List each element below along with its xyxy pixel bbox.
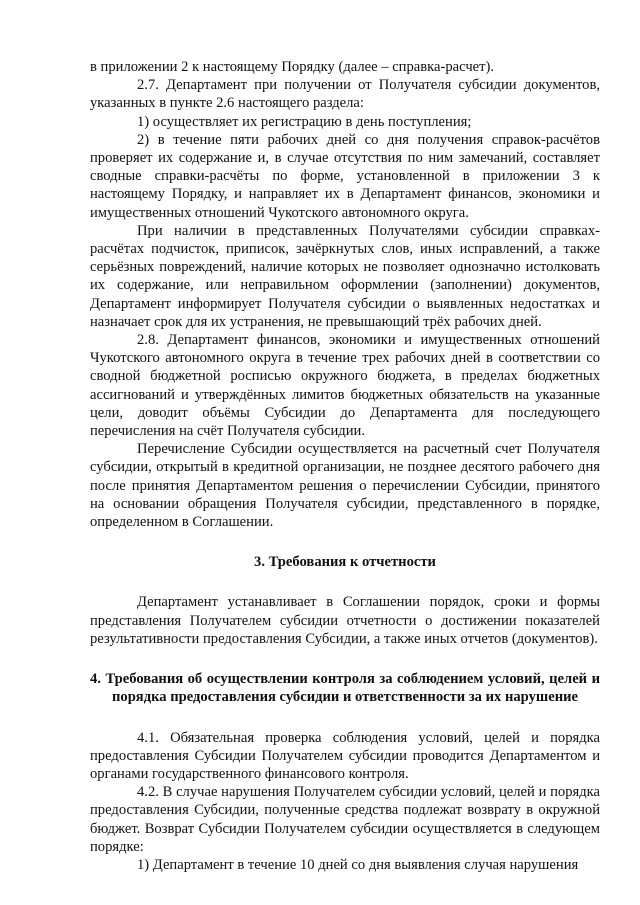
section-3-heading: 3. Требования к отчетности [254, 554, 436, 571]
paragraph-transfer: Перечисление Субсидии осуществляется на расчетный счет Получателя субсидии, открытый в кредитной организации, не позднее десятого рабочего дня после принятия Департаментом решения о перечислении Субсидии, принятого на основании обращения Получателя субсидии, представленного в порядке, определенном в Соглашении. [90, 441, 600, 531]
paragraph-2-7: 2.7. Департамент при получении от Получателя субсидии документов, указанных в пункте 2.6 настоящего раздела: [90, 77, 600, 112]
paragraph-2-7-item-2: 2) в течение пяти рабочих дней со дня получения справок-расчётов проверяет их содержание и, в случае отсутствия по ним замечаний, составляет сводные справки-расчёты по форме, установленной в приложении 3 к настоящему Порядку, и направляет их в Департамент финансов, экономики и имущественных отношений Чукотского автономного округа. [90, 131, 600, 221]
paragraph-4-2-item-1: 1) Департамент в течение 10 дней со дня выявления случая нарушения [137, 856, 579, 873]
section-3-text: Департамент устанавливает в Соглашении порядок, сроки и формы представления Получателем субсидии отчетности о достижении показателей результативности предоставления Субсидии, а также иных отчетов (документов). [90, 594, 600, 647]
section-4-heading: 4. Требования об осуществлении контроля за соблюдением условий, целей и порядка предоставления субсидии и ответственности за их нарушение [90, 671, 600, 706]
paragraph-2-8: 2.8. Департамент финансов, экономики и имущественных отношений Чукотского автономного округа в течение трех рабочих дней в соответствии со сводной бюджетной росписью окружного бюджета, в пределах бюджетных ассигнований и утверждённых лимитов бюджетных обязательств на указанные цели, доводит объёмы Субсидии до Департамента для последующего перечисления на счёт Получателя субсидии. [90, 332, 600, 440]
paragraph-4-1: 4.1. Обязательная проверка соблюдения условий, целей и порядка предоставления Субсидии Получателем субсидии проводится Департаментом и органами государственного финансового контроля. [90, 729, 600, 782]
paragraph-deficiencies: При наличии в представленных Получателями субсидии справках-расчётах подчисток, приписок, зачёркнутых слов, иных исправлений, а также серьёзных повреждений, наличие которых не позволяет однозначно истолковать их содержание, или неправильном оформлении (заполнении) документов, Департамент информирует Получателя субсидии о выявленных недостатках и назначает срок для их устранения, не превышающий трёх рабочих дней. [90, 222, 600, 330]
paragraph-2-7-item-1: 1) осуществляет их регистрацию в день поступления; [137, 113, 472, 130]
paragraph-appendix-ref: в приложении 2 к настоящему Порядку (далее – справка-расчет). [90, 59, 495, 75]
paragraph-4-2: 4.2. В случае нарушения Получателем субсидии условий, целей и порядка предоставления Субсидии, полученные средства подлежат возврату в окружной бюджет. Возврат Субсидии Получателем субсидии осуществляется в следующем порядке: [90, 784, 600, 855]
